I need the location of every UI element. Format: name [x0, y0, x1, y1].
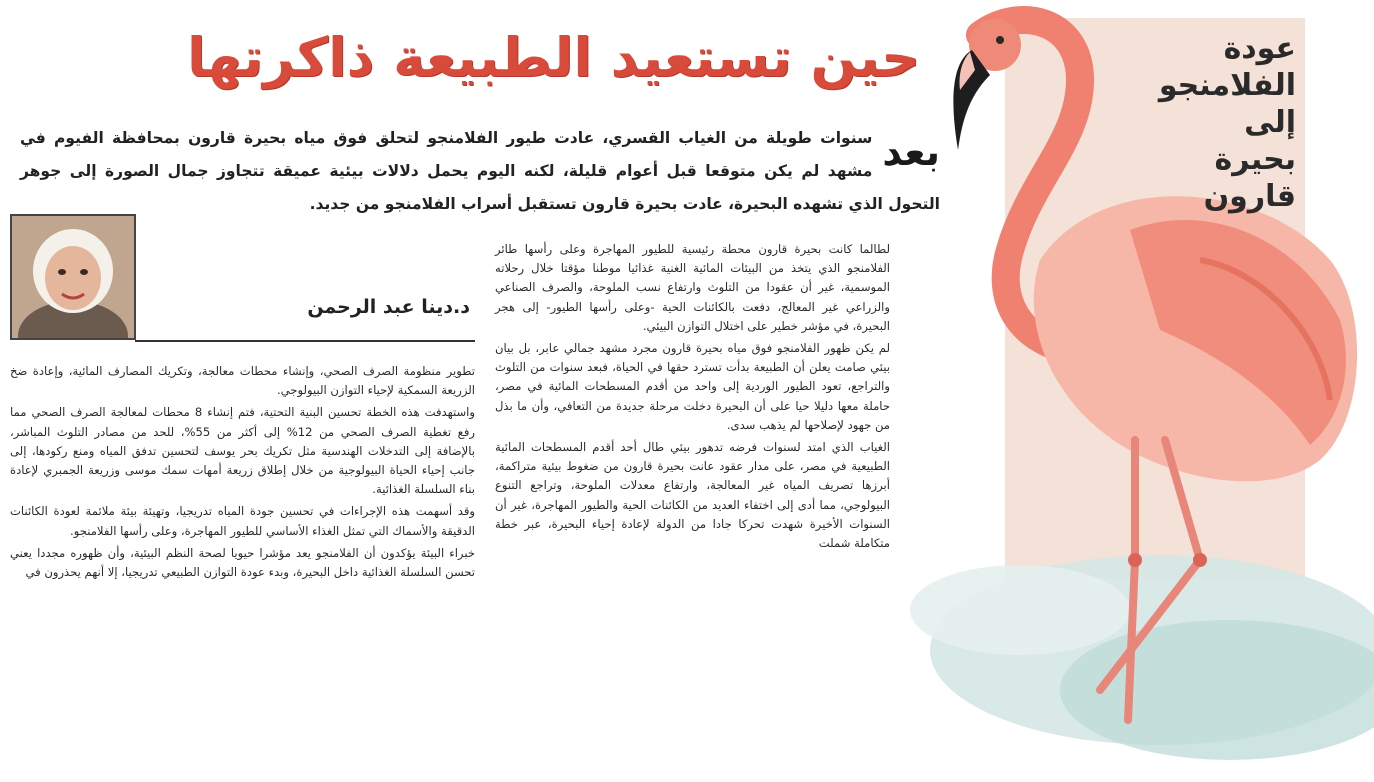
paragraph: تطوير منظومة الصرف الصحي، وإنشاء محطات معالجة، وتكريك المصارف المائية، وإعادة ضخ الزريعة السمكية لإحياء التوازن البيولوجي. — [10, 364, 475, 398]
lead-word: بعد — [882, 130, 940, 174]
paragraph: الغياب الذي امتد لسنوات فرضه تدهور بيئي طال أحد أقدم المسطحات المائية الطبيعية في مصر، على مدار عقود عانت بحيرة قارون من ضغوط بيئية متراكمة، أبرزها تصريف المياه غير المعالجة، وارتفاع معدلات الملوحة، وتراجع التنوع البيولوجي، مما أدى إلى اختفاء العديد من الكائنات الحية والطيور المهاجرة، غير أن السنوات الأخيرة شهدت تحركا جادا من الدولة لإعادة إحياء البحيرة، عبر خطة متكاملة شملت — [495, 440, 890, 551]
water-splash-light — [910, 565, 1130, 655]
lead-text: سنوات طويلة من الغياب القسري، عادت طيور الفلامنجو لتحلق فوق مياه بحيرة قارون بمحافظة الفيوم في مشهد لم يكن متوقعا قبل أعوام قليلة، لكنه اليوم يحمل دلالات بيئية عميقة تتجاوز جمال الصورة إلى جوهر التحول الذي تشهده البحيرة، عادت بحيرة قارون تستقبل أسراب الفلامنجو من جديد. — [20, 129, 940, 213]
sidebar-title: عودة الفلامنجو إلى بحيرة قارون — [1158, 31, 1296, 214]
author-portrait — [12, 216, 134, 338]
paragraph: لم يكن ظهور الفلامنجو فوق مياه بحيرة قارون مجرد مشهد جمالي عابر، بل بيان بيئي صامت يعلن أن الطبيعة بدأت تسترد حقها في الحياة، فبعد سنوات من التلوث والتراجع، تعود الطيور الوردية إلى واحد من أقدم المسطحات المائية في مصر، حاملة معها دليلا حيا على أن البحيرة دخلت مرحلة جديدة من التعافي، وأن ما بذل من جهود لإصلاحها لم يذهب سدى. — [495, 341, 890, 432]
paragraph: لطالما كانت بحيرة قارون محطة رئيسية للطيور المهاجرة وعلى رأسها طائر الفلامنجو الذي يتخذ من البيئات المائية الغنية غذائيا موطنا مؤقتا خلال رحلاته الموسمية، غير أن عقودا من التلوث وارتفاع نسب الملوحة، والصرف الصناعي والزراعي غير المعالج، دفعت بالكائنات الحية -وعلى رأسها الطيور- إلى هجر البحيرة، في مؤشر خطير على اختلال التوازن البيئي. — [495, 242, 890, 333]
flamingo-eye — [996, 36, 1004, 44]
author-divider — [135, 340, 475, 342]
intro-paragraph — [20, 122, 940, 221]
paragraph: واستهدفت هذه الخطة تحسين البنية التحتية، فتم إنشاء 8 محطات لمعالجة الصرف الصحي مما رفع تغطية الصرف الصحي من 12% إلى أكثر من 55%، للحد من مصادر التلوث المباشر، بالإضافة إلى التدخلات الهندسية مثل تكريك بحر يوسف لتحسين تدفق المياه ومنع ركودها، إلى جانب إحياء الحياة البيولوجية من خلال إطلاق زريعة أمهات سمك موسى وزريعة الجمبري لإعادة بناء السلسلة الغذائية. — [10, 405, 475, 497]
author-photo — [10, 214, 136, 340]
author-name: د.دينا عبد الرحمن — [307, 296, 470, 318]
article-column-right — [495, 240, 890, 556]
flamingo-illustration — [900, 0, 1374, 782]
headline: حين تستعيد الطبيعة ذاكرتها — [186, 26, 920, 89]
article-column-left — [10, 362, 475, 585]
flamingo-knee-right — [1193, 553, 1207, 567]
flamingo-knee-left — [1128, 553, 1142, 567]
paragraph: خبراء البيئة يؤكدون أن الفلامنجو يعد مؤشرا حيويا لصحة النظم البيئية، وأن ظهوره مجددا يعني تحسن السلسلة الغذائية داخل البحيرة، وبدء عودة التوازن الطبيعي تدريجيا، إلا أنهم يحذرون في — [10, 545, 475, 580]
paragraph: وقد أسهمت هذه الإجراءات في تحسين جودة المياه تدريجيا، وتهيئة بيئة ملائمة لعودة الكائنات الدقيقة والأسماك التي تمثل الغذاء الأساسي للطيور المهاجرة، وعلى رأسها الفلامنجو. — [10, 504, 475, 538]
